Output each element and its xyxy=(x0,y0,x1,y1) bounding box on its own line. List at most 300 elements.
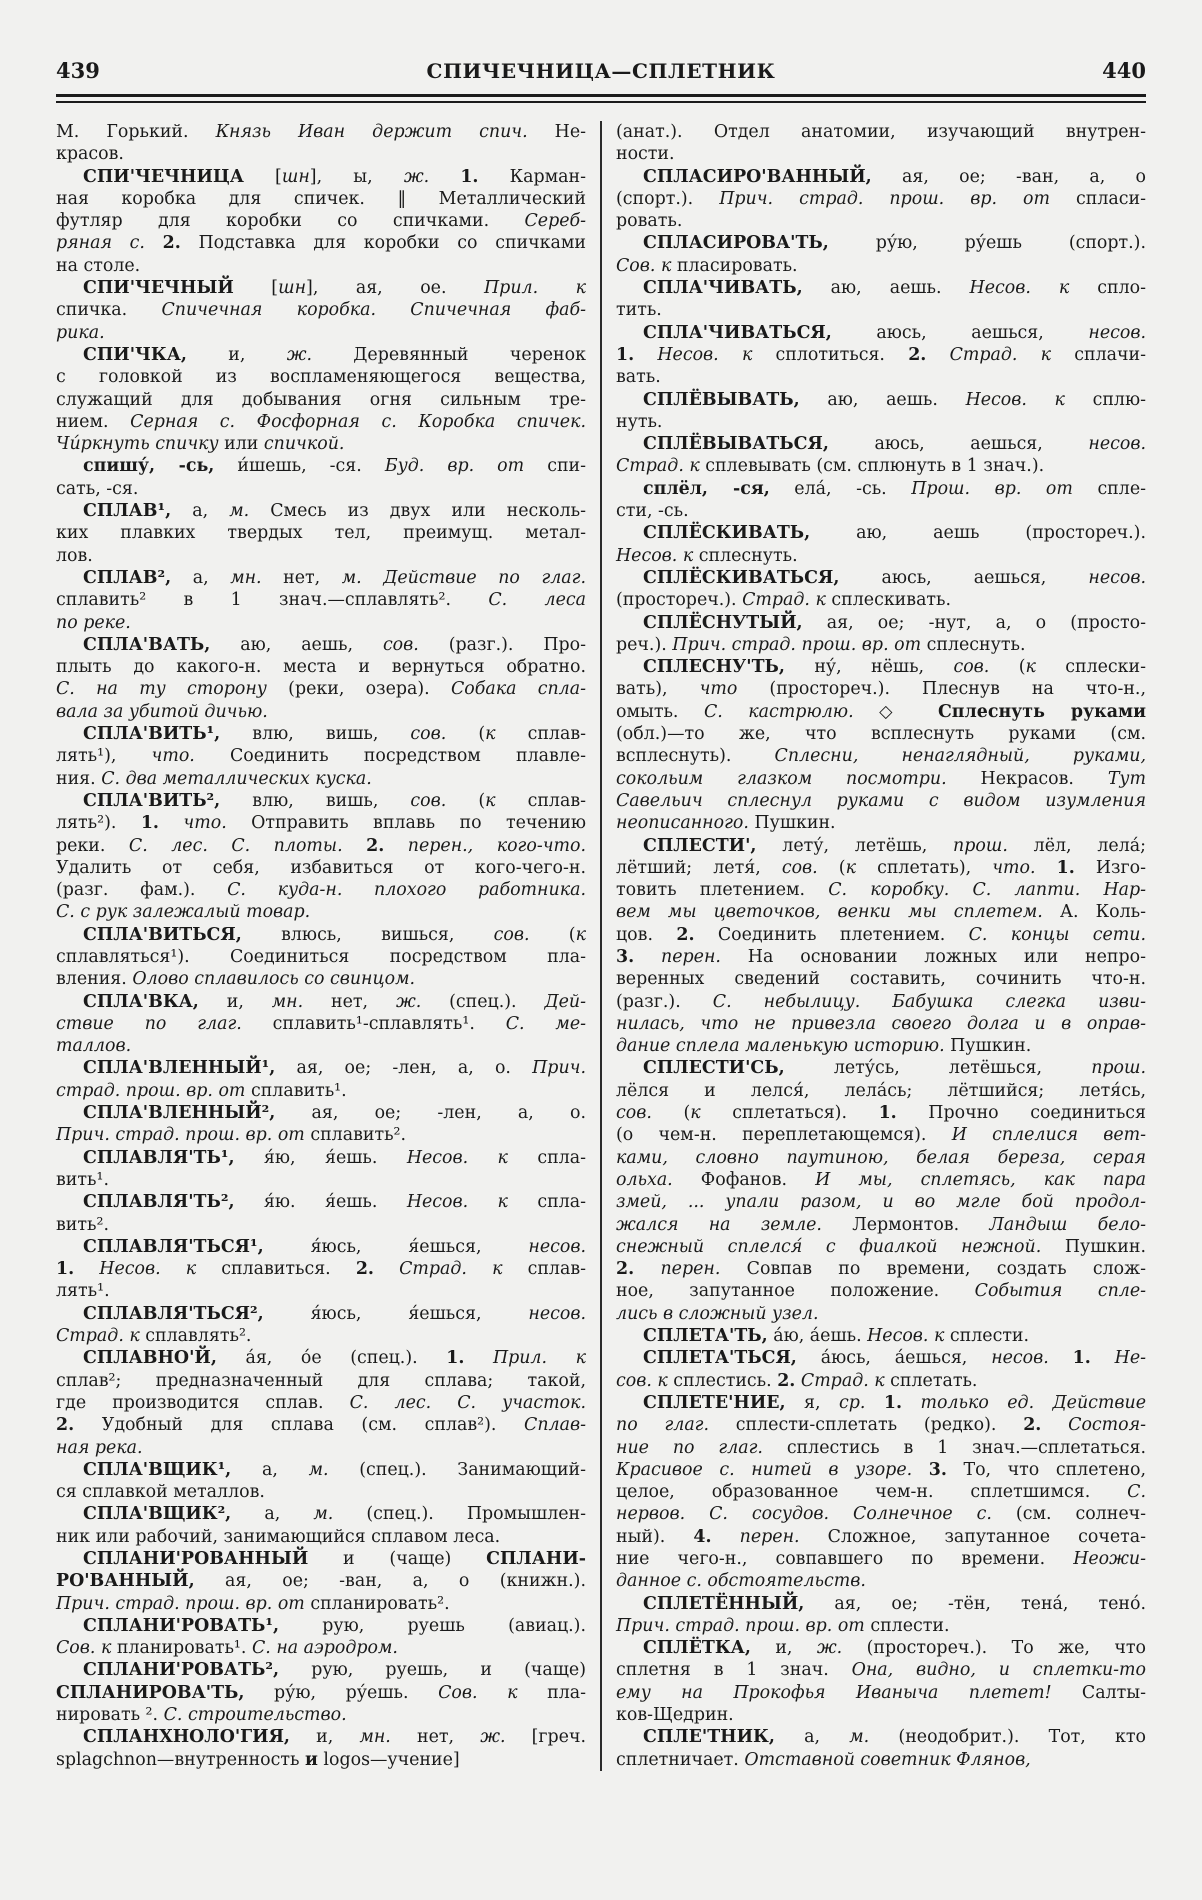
text-run: шн xyxy=(278,278,307,299)
text-line xyxy=(56,433,586,455)
text-line xyxy=(56,790,586,812)
text-run: и, xyxy=(750,1638,817,1659)
text-run: лёлся и лелся́, лела́сь; лётшийся; летя́сь, xyxy=(616,1080,1146,1101)
text-run: М. Горький. xyxy=(56,122,216,142)
text-run: ния. xyxy=(56,768,102,789)
text-run: СПЛАНИ- xyxy=(486,1549,586,1569)
text-run: тить. xyxy=(616,300,662,321)
text-line xyxy=(616,210,1146,232)
text-run: спишу́, -сь, xyxy=(83,456,215,477)
text-run: Изго- xyxy=(1074,857,1146,878)
text-line xyxy=(56,768,586,790)
text-run: ая, ое; -ван, а, о xyxy=(871,166,1146,187)
text-run: Прич. страд. прош. вр. от xyxy=(672,634,922,655)
text-run: цов. xyxy=(616,924,677,945)
text-run xyxy=(865,1393,883,1413)
text-line xyxy=(56,1280,586,1302)
text-line xyxy=(56,946,586,968)
text-line xyxy=(56,1682,586,1704)
text-line xyxy=(56,478,586,500)
text-run xyxy=(634,947,661,967)
text-run: СПЛЕ'ТНИК, xyxy=(643,1727,775,1748)
text-run: нет, xyxy=(261,567,342,588)
text-run: перен. xyxy=(660,1259,721,1280)
text-run: ная река. xyxy=(56,1437,143,1458)
text-run: Собака спла- xyxy=(450,679,586,700)
text-line xyxy=(616,1102,1146,1124)
text-run: вем мы цветочков, венки мы сплетем. xyxy=(616,902,1043,923)
text-run: ольха. xyxy=(616,1169,673,1190)
text-run: 2. xyxy=(355,1259,374,1280)
text-run: а́юсь, а́ешься, xyxy=(796,1348,992,1369)
text-run: [ xyxy=(243,166,282,187)
text-line xyxy=(56,1035,586,1057)
text-run: сплески- xyxy=(1035,657,1146,678)
text-line xyxy=(616,656,1146,678)
text-run: всплеснуть). xyxy=(616,746,775,767)
text-run: и́шешь, -ся. xyxy=(214,456,385,477)
text-run: сплетаться). xyxy=(700,1103,879,1124)
text-run: аюсь, аешься, xyxy=(839,567,1089,588)
text-run: влюсь, вишься, xyxy=(241,924,494,945)
text-line xyxy=(56,1370,586,1392)
text-line xyxy=(616,143,1146,165)
text-run: logos—учение] xyxy=(317,1749,460,1770)
text-line xyxy=(616,1191,1146,1213)
text-run: лять¹), xyxy=(56,746,152,767)
text-line xyxy=(56,1414,586,1436)
text-run: спла- xyxy=(507,1147,586,1168)
text-run: прош. xyxy=(1091,1058,1146,1079)
text-run: м. xyxy=(849,1727,870,1748)
text-line xyxy=(56,232,586,254)
text-run: РО'ВАННЫЙ, xyxy=(56,1571,195,1592)
text-line xyxy=(616,1057,1146,1079)
text-run: аю, аешь. xyxy=(799,389,966,410)
text-line xyxy=(56,1459,586,1481)
text-run: Соединить плетением. xyxy=(694,924,969,945)
text-run: сплетать), xyxy=(855,857,993,878)
text-run: мн. xyxy=(271,991,304,1012)
text-run: ние чего-н., совпавшего по времени. xyxy=(616,1549,1074,1569)
text-run: 1. xyxy=(883,1392,902,1413)
text-line xyxy=(616,366,1146,388)
text-line xyxy=(616,1615,1146,1637)
text-run: спле- xyxy=(1072,478,1146,499)
text-run: Князь Иван держит спич. xyxy=(215,122,555,142)
text-run xyxy=(74,1259,99,1279)
text-line xyxy=(616,455,1146,477)
text-run: мн. xyxy=(230,567,262,588)
text-line xyxy=(616,1437,1146,1459)
text-run: 2. xyxy=(616,1259,635,1280)
text-run: реч.). xyxy=(616,634,673,655)
text-line xyxy=(616,411,1146,433)
text-line xyxy=(616,991,1146,1013)
text-run: лёл, лела́; xyxy=(1007,835,1146,856)
text-run: (спорт.). xyxy=(616,188,720,209)
text-line xyxy=(56,344,586,366)
text-run: а, xyxy=(171,501,230,522)
text-line xyxy=(56,901,586,923)
text-run: ков-Щедрин. xyxy=(616,1705,734,1726)
text-run: С. коробку. С. лапти. Нар- xyxy=(828,880,1146,901)
text-run: сплавить². xyxy=(304,1125,407,1146)
text-line xyxy=(56,322,586,344)
text-line xyxy=(56,389,586,411)
text-line xyxy=(616,1147,1146,1169)
page-header xyxy=(56,58,1146,83)
columns xyxy=(56,121,1146,1771)
text-line xyxy=(616,1236,1146,1258)
text-run: Несов. к xyxy=(406,1192,508,1213)
text-run: СПЛА'ВИТЬ², xyxy=(83,790,221,811)
text-run: товить плетением. xyxy=(616,880,829,901)
text-line xyxy=(616,545,1146,567)
text-line xyxy=(616,1682,1146,1704)
text-run: сов. xyxy=(616,1103,652,1124)
text-line xyxy=(56,1258,586,1280)
text-run: СПЛАСИРОВА'ТЬ, xyxy=(643,233,829,254)
text-run: сти, -сь. xyxy=(616,501,689,522)
text-line xyxy=(56,545,586,567)
text-run: ру́ю, ру́ешь (спорт.). xyxy=(828,233,1146,254)
text-run: СПЛАВ¹, xyxy=(83,501,172,522)
text-line xyxy=(616,589,1146,611)
text-line xyxy=(616,634,1146,656)
text-run: только ед. Действие xyxy=(920,1392,1147,1413)
text-run xyxy=(464,1348,493,1368)
text-run: ( xyxy=(989,657,1026,678)
text-line xyxy=(56,1481,586,1503)
text-line xyxy=(616,701,1146,723)
text-run: Дей- xyxy=(544,991,586,1012)
text-line xyxy=(56,143,586,165)
text-run: сплести. xyxy=(864,1615,950,1636)
text-line xyxy=(616,121,1146,143)
text-run: красов. xyxy=(56,144,124,165)
text-run: нет, xyxy=(303,991,396,1012)
text-line xyxy=(56,455,586,477)
text-run: спланировать². xyxy=(304,1593,450,1614)
text-run: нуть. xyxy=(616,411,663,432)
text-run: несов. xyxy=(1088,322,1146,343)
text-line xyxy=(616,1548,1146,1570)
text-run: ких плавких твердых тел, преимущ. метал- xyxy=(56,523,586,544)
text-run: неописанного. xyxy=(616,813,749,834)
text-run: я́ю, я́ешь. xyxy=(234,1147,407,1168)
text-run: ая, ое; -лен, а, о. xyxy=(275,1103,586,1124)
text-run: (простореч.). xyxy=(616,590,743,611)
text-line xyxy=(616,924,1146,946)
text-run: таллов. xyxy=(56,1036,132,1057)
text-run xyxy=(1091,1348,1115,1368)
text-line xyxy=(616,1169,1146,1191)
text-run: к xyxy=(575,924,586,945)
text-line xyxy=(56,656,586,678)
text-run: 3. xyxy=(928,1459,947,1480)
text-run: омыть. xyxy=(616,701,704,722)
text-run: ], ы, xyxy=(309,166,404,187)
text-line xyxy=(616,1704,1146,1726)
text-run: Сложное, запутанное сочета- xyxy=(799,1526,1146,1547)
text-run: несов. xyxy=(1088,434,1146,455)
text-run: События спле- xyxy=(974,1281,1147,1302)
text-line xyxy=(616,500,1146,522)
text-run: СПЛЕСТИ'СЬ, xyxy=(643,1058,785,1079)
text-line xyxy=(56,1659,586,1681)
text-line xyxy=(56,1437,586,1459)
text-line xyxy=(56,411,586,433)
text-line xyxy=(616,612,1146,634)
text-run: [ xyxy=(233,278,279,299)
left-page-number: 439 xyxy=(56,58,100,83)
text-run: а́ю, а́ешь. xyxy=(767,1326,868,1347)
text-run: (спец.). xyxy=(421,991,545,1012)
text-run: СПЛА'ВЩИК², xyxy=(83,1504,232,1525)
text-run: Пушкин. xyxy=(748,813,836,834)
text-run: сплав- xyxy=(502,1259,586,1280)
text-run: СПЛЕТЁННЫЙ, xyxy=(643,1593,805,1614)
text-run: аюсь, аешься, xyxy=(831,322,1089,343)
text-run: ж. xyxy=(286,344,312,365)
text-run: вить². xyxy=(56,1214,109,1235)
text-run: СПЛАВ², xyxy=(83,567,172,588)
text-line xyxy=(616,389,1146,411)
text-run: к xyxy=(485,724,496,745)
text-run: что xyxy=(699,679,738,700)
text-run: (спец.). Занимающий- xyxy=(328,1459,587,1480)
text-run: 1. xyxy=(56,1259,75,1280)
text-line xyxy=(616,522,1146,544)
text-line xyxy=(56,1526,586,1548)
text-line xyxy=(56,1191,586,1213)
text-line xyxy=(56,121,586,143)
text-run: ( xyxy=(529,924,576,945)
text-run: Некрасов. xyxy=(946,768,1108,789)
text-run: ру́ю, ру́ешь. xyxy=(244,1682,439,1703)
text-run: плыть до какого-н. места и вернуться обратно. xyxy=(56,657,586,678)
text-run: шн xyxy=(281,166,310,187)
text-run: нилась, что не привезла своего долга и в оправ- xyxy=(616,1013,1146,1034)
text-line xyxy=(616,1459,1146,1481)
text-run: аю, аешь (простореч.). xyxy=(810,523,1146,544)
text-run: ками, словно паутиною, белая береза, серая xyxy=(616,1147,1146,1168)
text-run: реки. xyxy=(56,835,129,856)
text-run: (см. солнеч- xyxy=(991,1504,1146,1525)
text-run: С. на аэродром. xyxy=(251,1638,398,1659)
text-run: вала за убитой дичью. xyxy=(56,701,268,722)
text-run: а, xyxy=(231,1459,309,1480)
text-line xyxy=(616,1726,1146,1748)
text-run: Сплав- xyxy=(524,1415,586,1436)
text-run: ая, ое; -тён, тена́, тено́. xyxy=(804,1593,1146,1614)
text-line xyxy=(56,188,586,210)
text-run xyxy=(429,167,460,187)
text-run: ная коробка для спичек. ‖ Металлический xyxy=(56,188,586,209)
text-run: СПЛЁСКИВАТЬ, xyxy=(643,523,811,544)
text-run: СПЛАНХНОЛО'ГИЯ, xyxy=(83,1727,290,1748)
text-line xyxy=(56,991,586,1013)
text-run: СПЛЁВЫВАТЬСЯ, xyxy=(643,434,829,455)
text-run: Сплесни, ненаглядный, руками, xyxy=(774,746,1146,767)
text-run: и (чаще) xyxy=(308,1549,487,1569)
text-line xyxy=(616,1303,1146,1325)
text-run: СПЛАНИРОВА'ТЬ, xyxy=(56,1682,245,1703)
text-run: 1. xyxy=(460,166,479,187)
text-run: я, xyxy=(785,1392,839,1413)
text-line xyxy=(616,1481,1146,1503)
text-run: несов. xyxy=(1088,567,1146,588)
text-line xyxy=(616,1280,1146,1302)
text-run: (неодобрит.). Тот, кто xyxy=(869,1727,1147,1748)
text-run: Сплеснуть руками xyxy=(937,701,1147,722)
text-run: сплеснуть. xyxy=(693,545,798,566)
text-run: я́ю. я́ешь. xyxy=(234,1192,407,1213)
text-run: СПЛА'ВЛЕННЫЙ¹, xyxy=(83,1058,276,1079)
column-divider-rule xyxy=(600,121,602,1771)
text-run: (о чем-н. переплетающемся). xyxy=(616,1125,952,1146)
text-run: Тут xyxy=(1107,768,1146,789)
text-run: Несов. к xyxy=(657,344,753,365)
text-run: сплотиться. xyxy=(752,344,909,365)
text-run: лять²). xyxy=(56,813,141,834)
text-run: ствие по глаг. xyxy=(56,1013,242,1034)
text-run: Прич. страд. прош. вр. от xyxy=(719,188,1051,209)
text-line xyxy=(56,879,586,901)
text-run: Несов. к xyxy=(867,1326,945,1347)
text-run: (реки, озера). xyxy=(266,679,451,700)
text-run: планировать¹. xyxy=(111,1638,252,1659)
text-run: Прич. страд. прош. вр. от xyxy=(56,1593,305,1614)
text-run: С. лес. С. плоты. xyxy=(128,835,343,856)
text-run xyxy=(374,1259,399,1279)
text-run: к xyxy=(845,857,856,878)
text-run: ж. xyxy=(403,166,430,187)
text-run: нием. xyxy=(56,411,131,432)
text-run: данное с. обстоятельств. xyxy=(616,1571,866,1592)
text-run: Она, видно, и сплетки-то xyxy=(851,1660,1146,1681)
text-run: по глаг. xyxy=(616,1415,710,1436)
text-run: на столе. xyxy=(56,255,141,276)
text-run: ности. xyxy=(616,144,675,165)
text-run: Несов. к xyxy=(406,1147,508,1168)
text-run: сплавить² в 1 знач.—сплавлять². xyxy=(56,590,489,611)
text-run: (разг.). Про- xyxy=(418,634,586,655)
text-line xyxy=(56,612,586,634)
text-run: То, что сплетено, xyxy=(946,1459,1146,1480)
text-run: СПЛА'ВИТЬСЯ, xyxy=(83,924,242,945)
text-run: ая, ое; -лен, а, о. xyxy=(275,1058,533,1079)
text-run: и, xyxy=(198,991,272,1012)
text-run: (спец.). Промышлен- xyxy=(333,1504,586,1525)
text-line xyxy=(616,1570,1146,1592)
text-run: ( xyxy=(446,724,486,745)
text-run: и, xyxy=(290,1727,360,1748)
text-line xyxy=(56,1615,586,1637)
text-line xyxy=(56,1593,586,1615)
text-line xyxy=(56,678,586,700)
text-line xyxy=(616,1080,1146,1102)
text-run: сплестись в 1 знач.—сплетаться. xyxy=(762,1437,1146,1458)
text-line xyxy=(56,1726,586,1748)
right-column xyxy=(616,121,1146,1771)
text-run: ая, ое; -ван, а, о (книжн.). xyxy=(194,1571,586,1592)
text-line xyxy=(56,500,586,522)
text-run: сов. к xyxy=(616,1370,668,1391)
text-run: Прош. вр. от xyxy=(911,478,1073,499)
text-run: мн. xyxy=(359,1727,391,1748)
text-line xyxy=(616,1370,1146,1392)
text-line xyxy=(616,232,1146,254)
text-run: Прич. страд. прош. вр. от xyxy=(56,1125,305,1146)
text-run: веренных сведений составить, сочинить что-н. xyxy=(616,969,1146,990)
text-run: Сов. к xyxy=(56,1638,112,1659)
text-line xyxy=(616,1325,1146,1347)
text-run: несов. xyxy=(991,1348,1049,1369)
text-run: С. небылицу. Бабушка слегка изви- xyxy=(712,991,1146,1012)
text-run: Отправить вплавь по течению xyxy=(226,813,587,834)
text-run xyxy=(902,1393,920,1413)
text-run: ему на Прокофья Иваныча плетет! xyxy=(616,1682,1052,1703)
text-line xyxy=(616,299,1146,321)
text-run: сплав- xyxy=(495,790,586,811)
text-run: Салты- xyxy=(1051,1682,1146,1703)
text-run: ела́, -сь. xyxy=(769,478,912,499)
running-head: СПИЧЕЧНИЦА—СПЛЕТНИК xyxy=(426,59,776,83)
text-run: сплёл, -ся, xyxy=(643,478,770,499)
text-run: СПЛА'ВКА, xyxy=(83,991,199,1012)
text-run xyxy=(634,1259,660,1279)
text-run: Удалить от себя, избавиться от кого-чего-н. xyxy=(56,857,586,878)
text-line xyxy=(56,1147,586,1169)
text-run: спичка. xyxy=(56,300,162,321)
text-run: Прич. xyxy=(532,1058,586,1079)
text-run: а, xyxy=(171,567,231,588)
text-run: прош. xyxy=(953,835,1008,856)
text-run: С. на ту сторону xyxy=(56,679,267,700)
text-run: вать), xyxy=(616,679,700,700)
text-line xyxy=(616,968,1146,990)
text-run: 1. xyxy=(446,1348,465,1369)
text-run: Совпав по времени, создать слож- xyxy=(720,1259,1146,1280)
text-run: сов. xyxy=(493,924,530,945)
text-run: ся сплавкой металлов. xyxy=(56,1482,265,1503)
text-run: лись в сложный узел. xyxy=(616,1303,819,1324)
text-run: сов. xyxy=(410,790,447,811)
text-run: Не- xyxy=(1114,1348,1147,1369)
text-run: вления. xyxy=(56,969,133,990)
text-line xyxy=(56,366,586,388)
text-run: ряная с. xyxy=(56,233,145,254)
text-run: СПЛА'ЧИВАТЬ, xyxy=(643,278,803,299)
text-run: сплетня в 1 знач. xyxy=(616,1660,852,1681)
text-run: я́юсь, я́ешься, xyxy=(263,1303,529,1324)
text-run: лов. xyxy=(56,545,93,566)
text-line xyxy=(56,1548,586,1570)
text-run: сов. xyxy=(953,657,990,678)
text-run: ный). xyxy=(616,1526,694,1547)
text-line xyxy=(56,924,586,946)
text-run: (простореч.). То же, что xyxy=(842,1638,1146,1659)
text-run: ное, запутанное положение. xyxy=(616,1281,975,1302)
text-run: что. xyxy=(992,857,1036,878)
text-run: перен., кого-что. xyxy=(407,835,586,856)
text-run: С. лес. С. участок. xyxy=(349,1392,586,1413)
text-line xyxy=(56,857,586,879)
text-line xyxy=(616,835,1146,857)
text-line xyxy=(56,1214,586,1236)
